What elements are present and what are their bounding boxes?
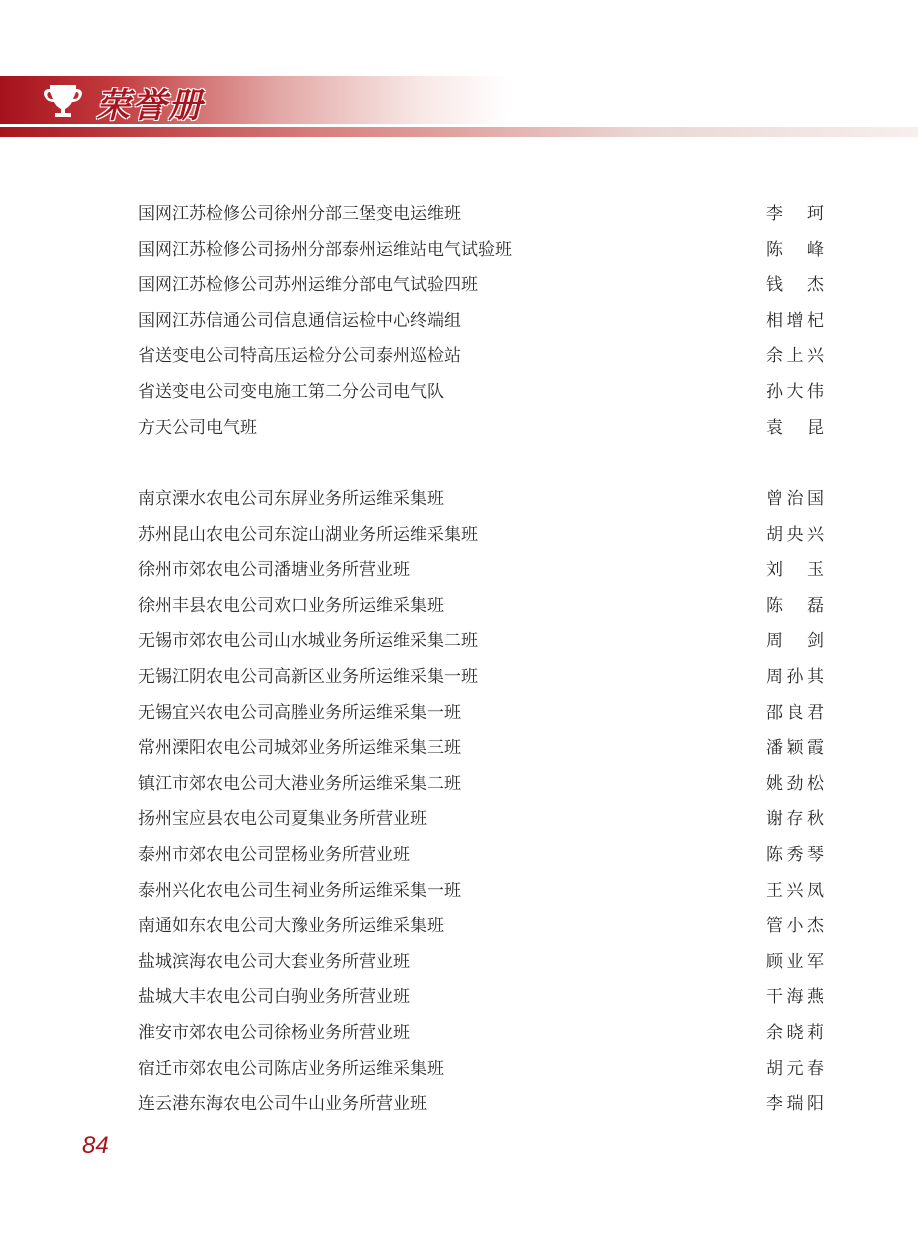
unit-name: 无锡市郊农电公司山水城业务所运维采集二班 [138, 631, 478, 652]
list-item [138, 909, 824, 945]
list-item [138, 339, 824, 375]
list-item [138, 980, 824, 1016]
person-name: 钱 杰 [766, 275, 824, 296]
person-name: 王兴凤 [766, 880, 824, 901]
unit-name: 镇江市郊农电公司大港业务所运维采集二班 [138, 773, 461, 794]
unit-name: 国网江苏检修公司扬州分部泰州运维站电气试验班 [138, 239, 512, 260]
person-name: 袁 昆 [766, 417, 824, 438]
header-title: 荣誉册 [96, 86, 204, 126]
list-item [138, 268, 824, 304]
award-list-section-1 [138, 197, 824, 446]
person-name: 周 剑 [766, 631, 824, 652]
list-item [138, 553, 824, 589]
unit-name: 国网江苏检修公司徐州分部三堡变电运维班 [138, 204, 461, 224]
award-list-section-2 [138, 482, 824, 1123]
unit-name: 方天公司电气班 [138, 417, 257, 438]
trophy-icon [42, 80, 84, 122]
list-item [138, 1016, 824, 1052]
person-name: 胡央兴 [766, 524, 824, 545]
list-item [138, 660, 824, 696]
person-name: 陈 峰 [766, 239, 824, 260]
list-item [138, 304, 824, 340]
list-item [138, 874, 824, 910]
unit-name: 泰州兴化农电公司生祠业务所运维采集一班 [138, 880, 461, 901]
person-name: 潘颖霞 [766, 738, 824, 759]
person-name: 胡元春 [766, 1058, 824, 1079]
person-name: 余晓莉 [766, 1022, 824, 1043]
person-name: 陈秀琴 [766, 844, 824, 865]
list-item [138, 411, 824, 447]
person-name: 相增杞 [766, 310, 824, 331]
unit-name: 国网江苏信通公司信息通信运检中心终端组 [138, 310, 461, 331]
unit-name: 盐城滨海农电公司大套业务所营业班 [138, 951, 410, 972]
person-name: 刘 玉 [766, 560, 824, 581]
person-name: 干海燕 [766, 987, 824, 1008]
unit-name: 常州溧阳农电公司城郊业务所运维采集三班 [138, 738, 461, 759]
person-name: 谢存秋 [766, 809, 824, 830]
list-item [138, 482, 824, 518]
person-name: 管小杰 [766, 916, 824, 937]
person-name: 李 珂 [766, 204, 824, 224]
unit-name: 省送变电公司变电施工第二分公司电气队 [138, 381, 444, 402]
list-item [138, 1052, 824, 1088]
person-name: 周孙其 [766, 666, 824, 687]
unit-name: 泰州市郊农电公司罡杨业务所营业班 [138, 844, 410, 865]
person-name: 余上兴 [766, 346, 824, 367]
list-item [138, 624, 824, 660]
unit-name: 南通如东农电公司大豫业务所运维采集班 [138, 916, 444, 937]
person-name: 顾业军 [766, 951, 824, 972]
unit-name: 宿迁市郊农电公司陈店业务所运维采集班 [138, 1058, 444, 1079]
person-name: 姚劲松 [766, 773, 824, 794]
list-item [138, 197, 824, 233]
unit-name: 无锡江阴农电公司高新区业务所运维采集一班 [138, 666, 478, 687]
unit-name: 省送变电公司特高压运检分公司泰州巡检站 [138, 346, 461, 367]
unit-name: 扬州宝应县农电公司夏集业务所营业班 [138, 809, 427, 830]
list-item [138, 375, 824, 411]
list-item [138, 731, 824, 767]
person-name: 孙大伟 [766, 381, 824, 402]
person-name: 陈 磊 [766, 595, 824, 616]
list-item [138, 696, 824, 732]
list-item [138, 233, 824, 269]
person-name: 李瑞阳 [766, 1094, 824, 1115]
person-name: 曾治国 [766, 489, 824, 509]
list-item [138, 1087, 824, 1123]
unit-name: 连云港东海农电公司牛山业务所营业班 [138, 1094, 427, 1115]
list-item [138, 589, 824, 625]
unit-name: 徐州丰县农电公司欢口业务所运维采集班 [138, 595, 444, 616]
unit-name: 国网江苏检修公司苏州运维分部电气试验四班 [138, 275, 478, 296]
header-rule [0, 127, 918, 137]
list-item [138, 838, 824, 874]
list-item [138, 518, 824, 554]
list-item [138, 802, 824, 838]
unit-name: 无锡宜兴农电公司高塍业务所运维采集一班 [138, 702, 461, 723]
unit-name: 盐城大丰农电公司白驹业务所营业班 [138, 987, 410, 1008]
unit-name: 淮安市郊农电公司徐杨业务所营业班 [138, 1022, 410, 1043]
page-number: 84 [82, 1132, 109, 1159]
list-item [138, 767, 824, 803]
person-name: 邵良君 [766, 702, 824, 723]
unit-name: 徐州市郊农电公司潘塘业务所营业班 [138, 560, 410, 581]
list-item [138, 945, 824, 981]
unit-name: 苏州昆山农电公司东淀山湖业务所运维采集班 [138, 524, 478, 545]
unit-name: 南京溧水农电公司东屏业务所运维采集班 [138, 489, 444, 509]
